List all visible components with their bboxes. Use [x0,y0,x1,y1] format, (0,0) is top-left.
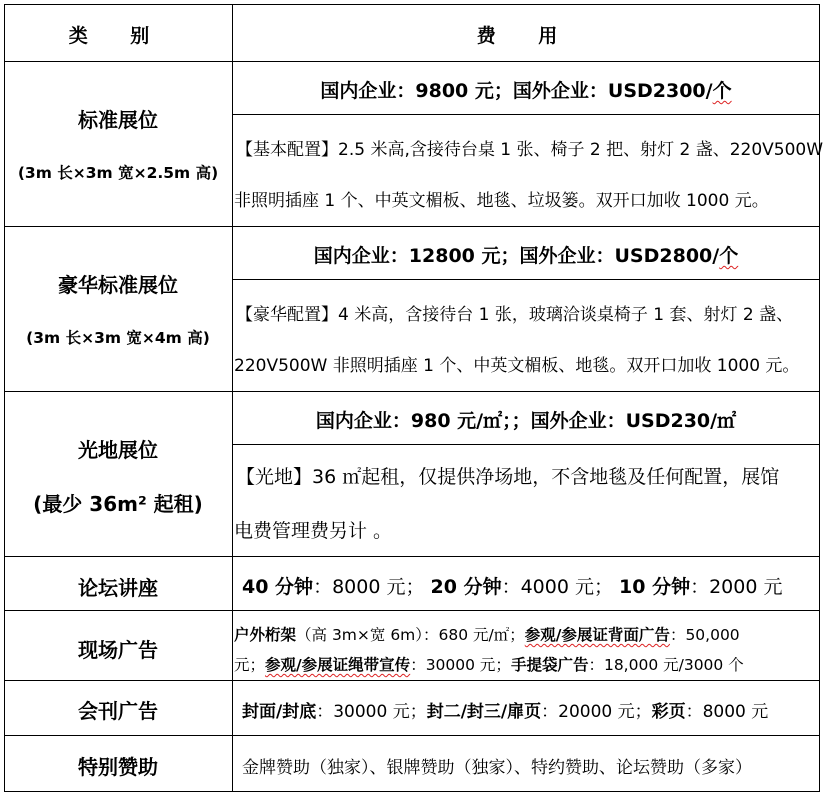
desc-raw-space-line1: 【光地】36 ㎡起租，仅提供净场地，不含地毯及任何配置，展馆 [236,466,780,488]
fee-table [4,4,824,792]
forum-item-value: ：2000 元 [690,576,783,598]
rule [232,444,820,445]
forum-item-value: ：8000 元； [313,576,425,598]
ad-value: ：50,000 [669,626,740,644]
onsite-ads-line1 [234,623,740,645]
journal-ads-prices [242,697,768,722]
journal-ad-value: ：20000 元； [541,702,652,722]
desc-standard-line2: 非照明插座 1 个、中英文楣板、地毯、垃圾篓。双开口加收 1000 元。 [234,191,769,211]
category-standard-size: (3m 长×3m 宽×2.5m 高) [17,164,219,182]
journal-ad-value: ：8000 元 [685,702,769,722]
journal-ad-value: ：30000 元； [316,702,427,722]
journal-ad-label: 彩页 [651,702,686,722]
rule [4,391,820,392]
category-deluxe: 豪华标准展位 [58,273,178,297]
rule [232,114,820,115]
ad-label: 户外桁架 [234,626,297,644]
rule [4,735,820,736]
forum-item-label: 10 分钟 [619,576,691,598]
rule [4,556,820,557]
category-raw-space-min: (最少 36m² 起租) [33,492,203,516]
journal-ad-label: 封二/封三/扉页 [426,702,542,722]
forum-prices [242,572,783,599]
ad-label: 手提袋广告 [510,656,589,674]
price-text: 国内企业：12800 元；国外企业：USD2800/ [313,245,720,267]
rule [819,4,820,792]
price-deluxe [232,241,820,268]
ad-value: 元； [234,656,266,674]
ad-value: ：30000 元； [410,656,511,674]
rule [4,610,820,611]
header-fee: 费 用 [476,25,576,47]
price-unit: 个 [719,245,739,267]
rule [4,680,820,681]
rule [4,61,820,62]
rule [4,791,820,792]
category-deluxe-size: (3m 长×3m 宽×4m 高) [26,329,210,347]
ad-label: 参观/参展证绳带宣传 [265,656,411,674]
price-text: 国内企业：9800 元；国外企业：USD2300/ [320,80,713,102]
rule [4,226,820,227]
journal-ad-label: 封面/封底 [242,702,317,722]
rule [4,4,820,5]
desc-deluxe-line1: 【豪华配置】4 米高，含接待台 1 张，玻璃洽谈桌椅子 1 套、射灯 2 盏、 [236,305,794,325]
category-sponsorship: 特别赞助 [78,755,158,779]
rule [232,4,233,792]
category-raw-space: 光地展位 [78,438,158,462]
forum-item-label: 20 分钟 [430,576,502,598]
price-raw-space: 国内企业：980 元/㎡；；国外企业：USD230/㎡ [315,410,737,432]
ad-value: ：18,000 元/3000 个 [588,656,744,674]
price-standard [232,76,820,103]
header-category: 类 别 [68,25,168,47]
rule [232,279,820,280]
desc-deluxe-line2: 220V500W 非照明插座 1 个、中英文楣板、地毯。双开口加收 1000 元。 [234,356,800,376]
category-onsite-ads: 现场广告 [78,638,158,662]
desc-raw-space-line2: 电费管理费另计 。 [234,520,393,542]
ad-label: 参观/参展证背面广告 [524,626,670,644]
onsite-ads-line2 [234,653,744,675]
forum-item-label: 40 分钟 [242,576,314,598]
category-journal-ads: 会刊广告 [78,699,158,723]
category-forum: 论坛讲座 [78,576,158,600]
desc-standard-line1: 【基本配置】2.5 米高,含接待台桌 1 张、椅子 2 把、射灯 2 盏、220V500W [236,140,824,160]
category-standard: 标准展位 [78,108,158,132]
forum-item-value: ：4000 元； [501,576,613,598]
ad-value: （高 3m×宽 6m）：680 元/㎡； [296,626,525,644]
price-unit: 个 [712,80,732,102]
sponsorship-text: 金牌赞助（独家）、银牌赞助（独家）、特约赞助、论坛赞助（多家） [242,758,752,778]
